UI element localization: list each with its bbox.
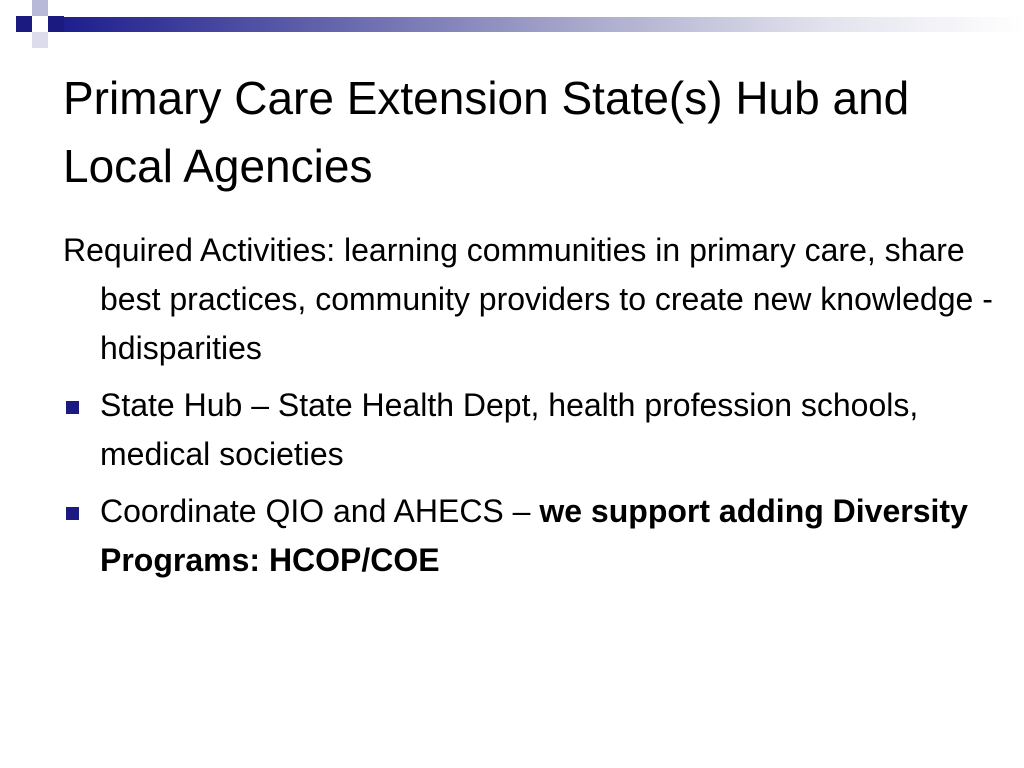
bullet-list: [63, 381, 993, 585]
decor-square-navy: [16, 16, 32, 32]
decor-square-pale: [32, 32, 48, 48]
header-gradient-bar: [48, 17, 1024, 32]
bullet-text: Coordinate QIO and AHECS –: [100, 493, 540, 529]
bullet-text: State Hub – State Health Dept, health profession schools, medical societies: [100, 387, 919, 472]
decor-square-navy-2: [48, 16, 64, 32]
square-bullet-icon: [66, 507, 79, 520]
decor-square-lavender: [32, 0, 48, 16]
slide-body: [63, 226, 993, 593]
bullet-item: [63, 487, 993, 585]
bullet-item: [63, 381, 993, 479]
square-bullet-icon: [66, 401, 79, 414]
slide-title: Primary Care Extension State(s) Hub and Local Agencies: [63, 72, 910, 192]
intro-paragraph: Required Activities: learning communities in primary care, share best practices, community providers to create new knowledge - hdisparities: [63, 232, 993, 366]
bullet-bold-text: we support adding Diversity Programs: HCOP/COE: [100, 493, 968, 578]
header-decoration: [0, 0, 1024, 48]
